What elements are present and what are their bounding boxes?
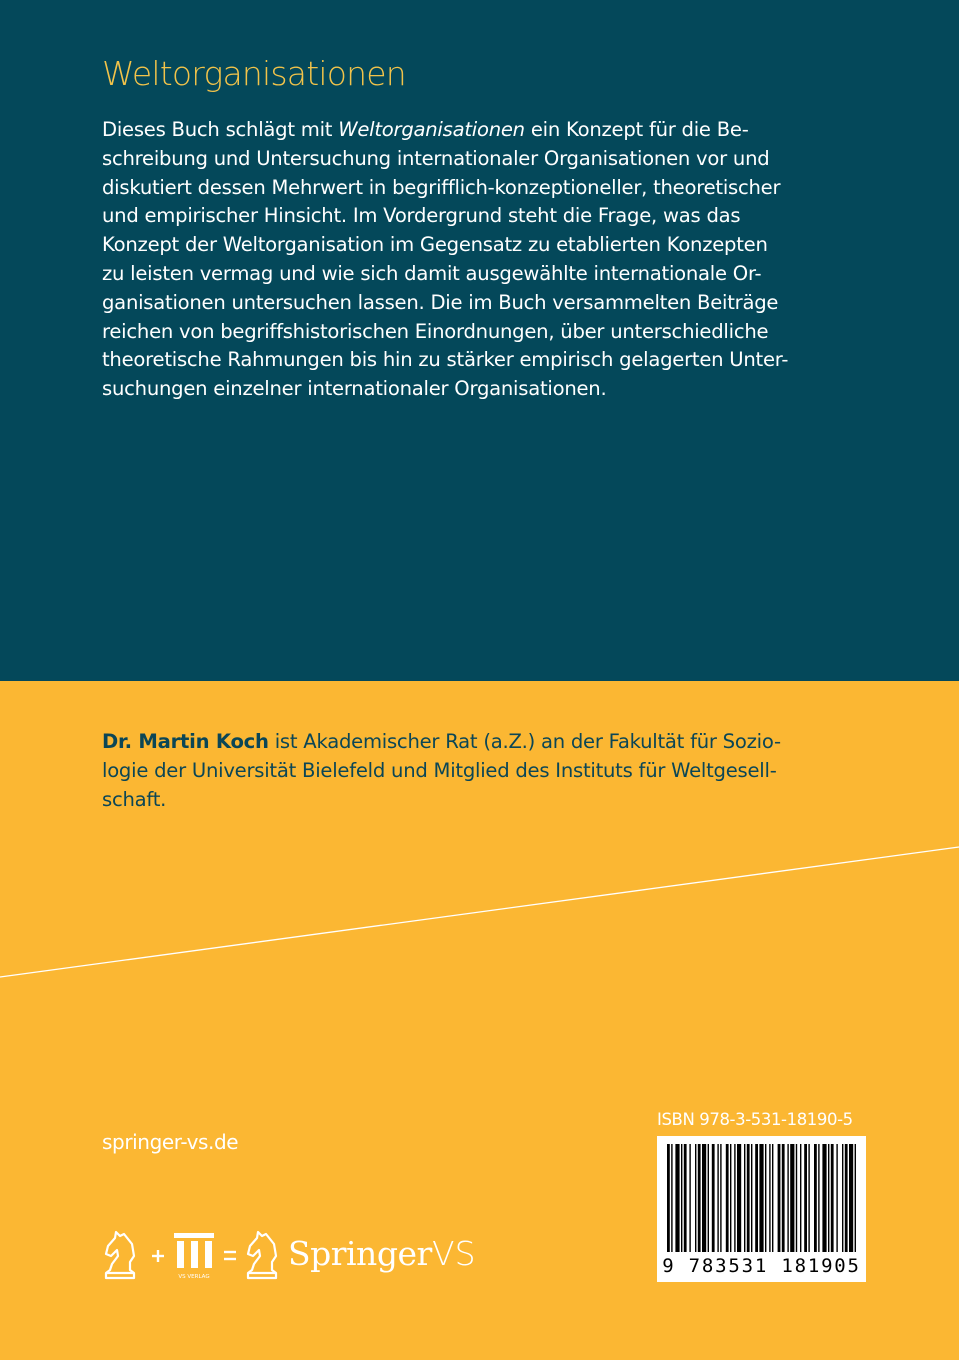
blurb-segment: zu leisten vermag und wie sich damit ausgewählte internationale Or- [102,261,762,285]
vs-verlag-icon [174,1233,214,1280]
blurb-line [102,231,882,260]
barcode-bar [702,1144,706,1252]
publisher-logos [100,1226,500,1286]
springer-knight-icon [106,1232,134,1278]
blurb-segment: diskutiert dessen Mehrwert in begrifflich-konzeptioneller, theoretischer [102,175,781,199]
barcode-bar [681,1144,682,1252]
barcode-bar [778,1144,781,1252]
barcode [657,1136,866,1282]
barcode-bar [845,1144,848,1252]
barcode-bar [712,1144,715,1252]
blurb-segment: ganisationen untersuchen lassen. Die im Buch versammelten Beiträge [102,290,779,314]
blurb-segment: und empirischer Hinsicht. Im Vordergrund steht die Frage, was das [102,204,741,228]
barcode-bar [759,1144,763,1252]
blurb-segment: ein Konzept für die Be- [524,118,749,141]
barcode-bar [831,1144,834,1252]
barcode-bar [744,1144,745,1252]
barcode-bar [689,1144,690,1252]
barcode-bar [822,1144,826,1252]
blurb-line [102,202,882,231]
barcode-bar [675,1144,679,1252]
equals-sign [224,1252,236,1259]
barcode-bar [814,1144,817,1252]
blurb-line [102,346,882,375]
blurb-line [102,375,882,404]
barcode-bar [747,1144,750,1252]
author-bio [102,728,882,814]
barcode-bar [782,1144,785,1252]
barcode-bar [787,1144,788,1252]
blurb-line [102,289,882,318]
book-title: Weltorganisationen [102,54,406,93]
publisher-website[interactable]: springer-vs.de [102,1130,239,1154]
blurb-text [102,116,882,404]
barcode-bar [790,1144,794,1252]
barcode-bar [698,1144,701,1252]
barcode-bar [804,1144,807,1252]
author-bio-line: schaft. [102,787,167,811]
barcode-bar [734,1144,735,1252]
blurb-segment: Konzept der Weltorganisation im Gegensatz zu etablierten Konzepten [102,233,768,257]
barcode-bar [849,1144,853,1252]
barcode-bar [751,1144,752,1252]
author-bio-line: ist Akademischer Rat (a.Z.) an der Fakultät für Sozio- [268,730,781,753]
barcode-bar [842,1144,843,1252]
barcode-bar [769,1144,770,1252]
barcode-bar [818,1144,819,1252]
barcode-bar [855,1144,856,1252]
barcode-bar [772,1144,773,1252]
blurb-line [102,145,882,174]
barcode-bar [726,1144,729,1252]
author-bio-line: logie der Universität Bielefeld und Mitglied des Instituts für Weltgesell- [102,758,777,782]
barcode-bar [808,1144,809,1252]
barcode-bar [695,1144,696,1252]
isbn-label: ISBN 978-3-531-18190-5 [657,1110,853,1129]
blurb-line [102,174,882,203]
plus-sign [152,1250,164,1262]
barcode-bar [836,1144,837,1252]
barcode-bar [667,1144,670,1252]
barcode-bar [796,1144,797,1252]
blurb-segment: Weltorganisationen [338,118,525,141]
blurb-segment: schreibung und Untersuchung internationaler Organisationen vor und [102,146,770,170]
blurb-line [102,318,882,347]
barcode-bar [765,1144,766,1252]
springer-knight-icon [248,1232,276,1278]
blurb-line [102,116,882,145]
barcode-bar [708,1144,709,1252]
barcode-bar [730,1144,731,1252]
author-name: Dr. Martin Koch [102,730,269,753]
barcode-bar [671,1144,672,1252]
blurb-segment: suchungen einzelner internationaler Organisationen. [102,377,607,401]
blurb-segment: reichen von begriffshistorischen Einordnungen, über unterschiedliche [102,319,769,343]
blurb-segment: theoretische Rahmungen bis hin zu stärker empirisch gelagerten Unter- [102,348,789,372]
blurb-segment: Dieses Buch schlägt mit [102,118,339,141]
barcode-bar [737,1144,741,1252]
vs-verlag-label: VS VERLAG [178,1274,210,1280]
barcode-digits: 9 783531 181905 [662,1255,861,1277]
springer-wordmark: Springer [288,1234,432,1273]
barcode-bar [828,1144,829,1252]
blurb-line [102,260,882,289]
barcode-bar [717,1144,718,1252]
barcode-bar [800,1144,801,1252]
barcode-bar [755,1144,758,1252]
vs-wordmark: VS [432,1234,476,1273]
barcode-bar [684,1144,687,1252]
barcode-bar [720,1144,721,1252]
